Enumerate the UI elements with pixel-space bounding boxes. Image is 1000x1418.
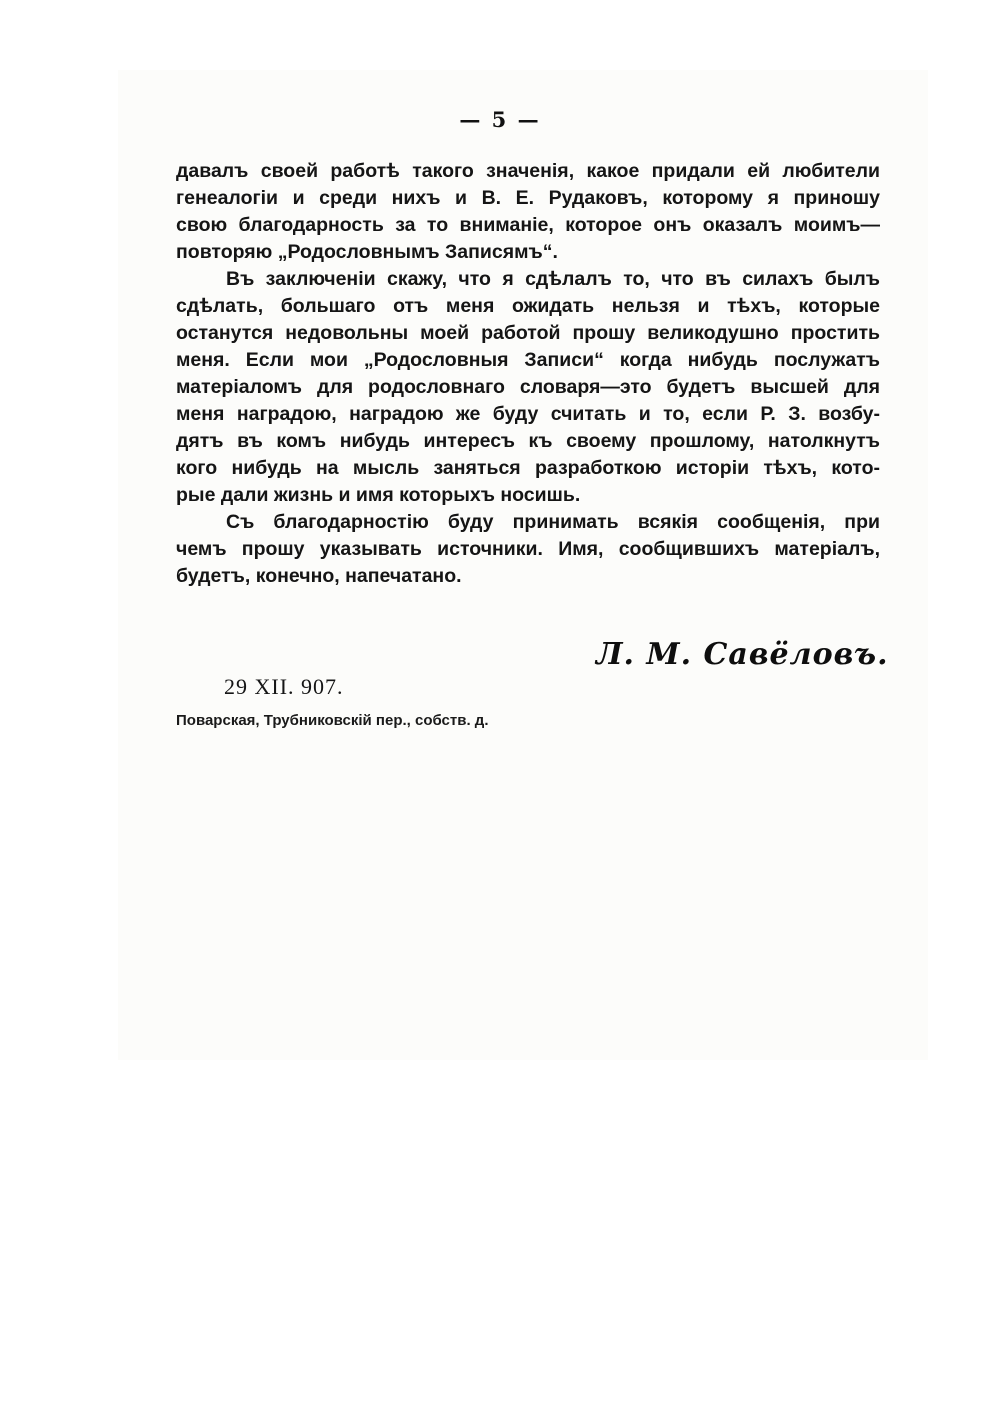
text-line: сдѣлать, большаго отъ меня ожидать нельзя и тѣхъ, которые (176, 295, 880, 317)
paragraph-1 (176, 158, 880, 266)
text-line: рые дали жизнь и имя которыхъ носишь. (176, 484, 581, 506)
text-line: будетъ, конечно, напечатано. (176, 565, 462, 587)
text-line: кого нибудь на мысль заняться разработкою исторіи тѣхъ, кото- (176, 457, 880, 479)
author-signature: Л. М. Савёловъ. (596, 637, 889, 672)
text-line: Въ заключеніи скажу, что я сдѣлалъ то, что въ силахъ былъ (226, 268, 880, 290)
text-line: давалъ своей работѣ такого значенія, какое придали ей любители (176, 160, 880, 182)
paragraph-3 (176, 509, 880, 590)
text-line: останутся недовольны моей работой прошу великодушно простить (176, 322, 880, 344)
text-line: дятъ въ комъ нибудь интересъ къ своему прошлому, натолкнутъ (176, 430, 880, 452)
author-address: Поварская, Трубниковскій пер., собств. д. (176, 712, 489, 729)
paragraph-2 (176, 266, 880, 509)
page-number: — 5 — (459, 107, 541, 132)
text-line: матеріаломъ для родословнаго словаря—это будетъ высшей для (176, 376, 880, 398)
text-line: меня. Если мои „Родословныя Записи“ когда нибудь послужатъ (176, 349, 880, 371)
body-text (176, 158, 880, 590)
text-line: генеалогіи и среди нихъ и В. Е. Рудаковъ, которому я приношу (176, 187, 880, 209)
text-line: свою благодарность за то вниманіе, которое онъ оказалъ моимъ— (176, 214, 880, 236)
text-line: повторяю „Родословнымъ Записямъ“. (176, 241, 558, 263)
text-line: Съ благодарностію буду принимать всякія сообщенія, при (226, 511, 880, 533)
date: 29 XII. 907. (224, 674, 344, 699)
text-line: меня наградою, наградою же буду считать и то, если Р. З. возбу- (176, 403, 880, 425)
text-line: чемъ прошу указывать источники. Имя, сообщившихъ матеріалъ, (176, 538, 880, 560)
